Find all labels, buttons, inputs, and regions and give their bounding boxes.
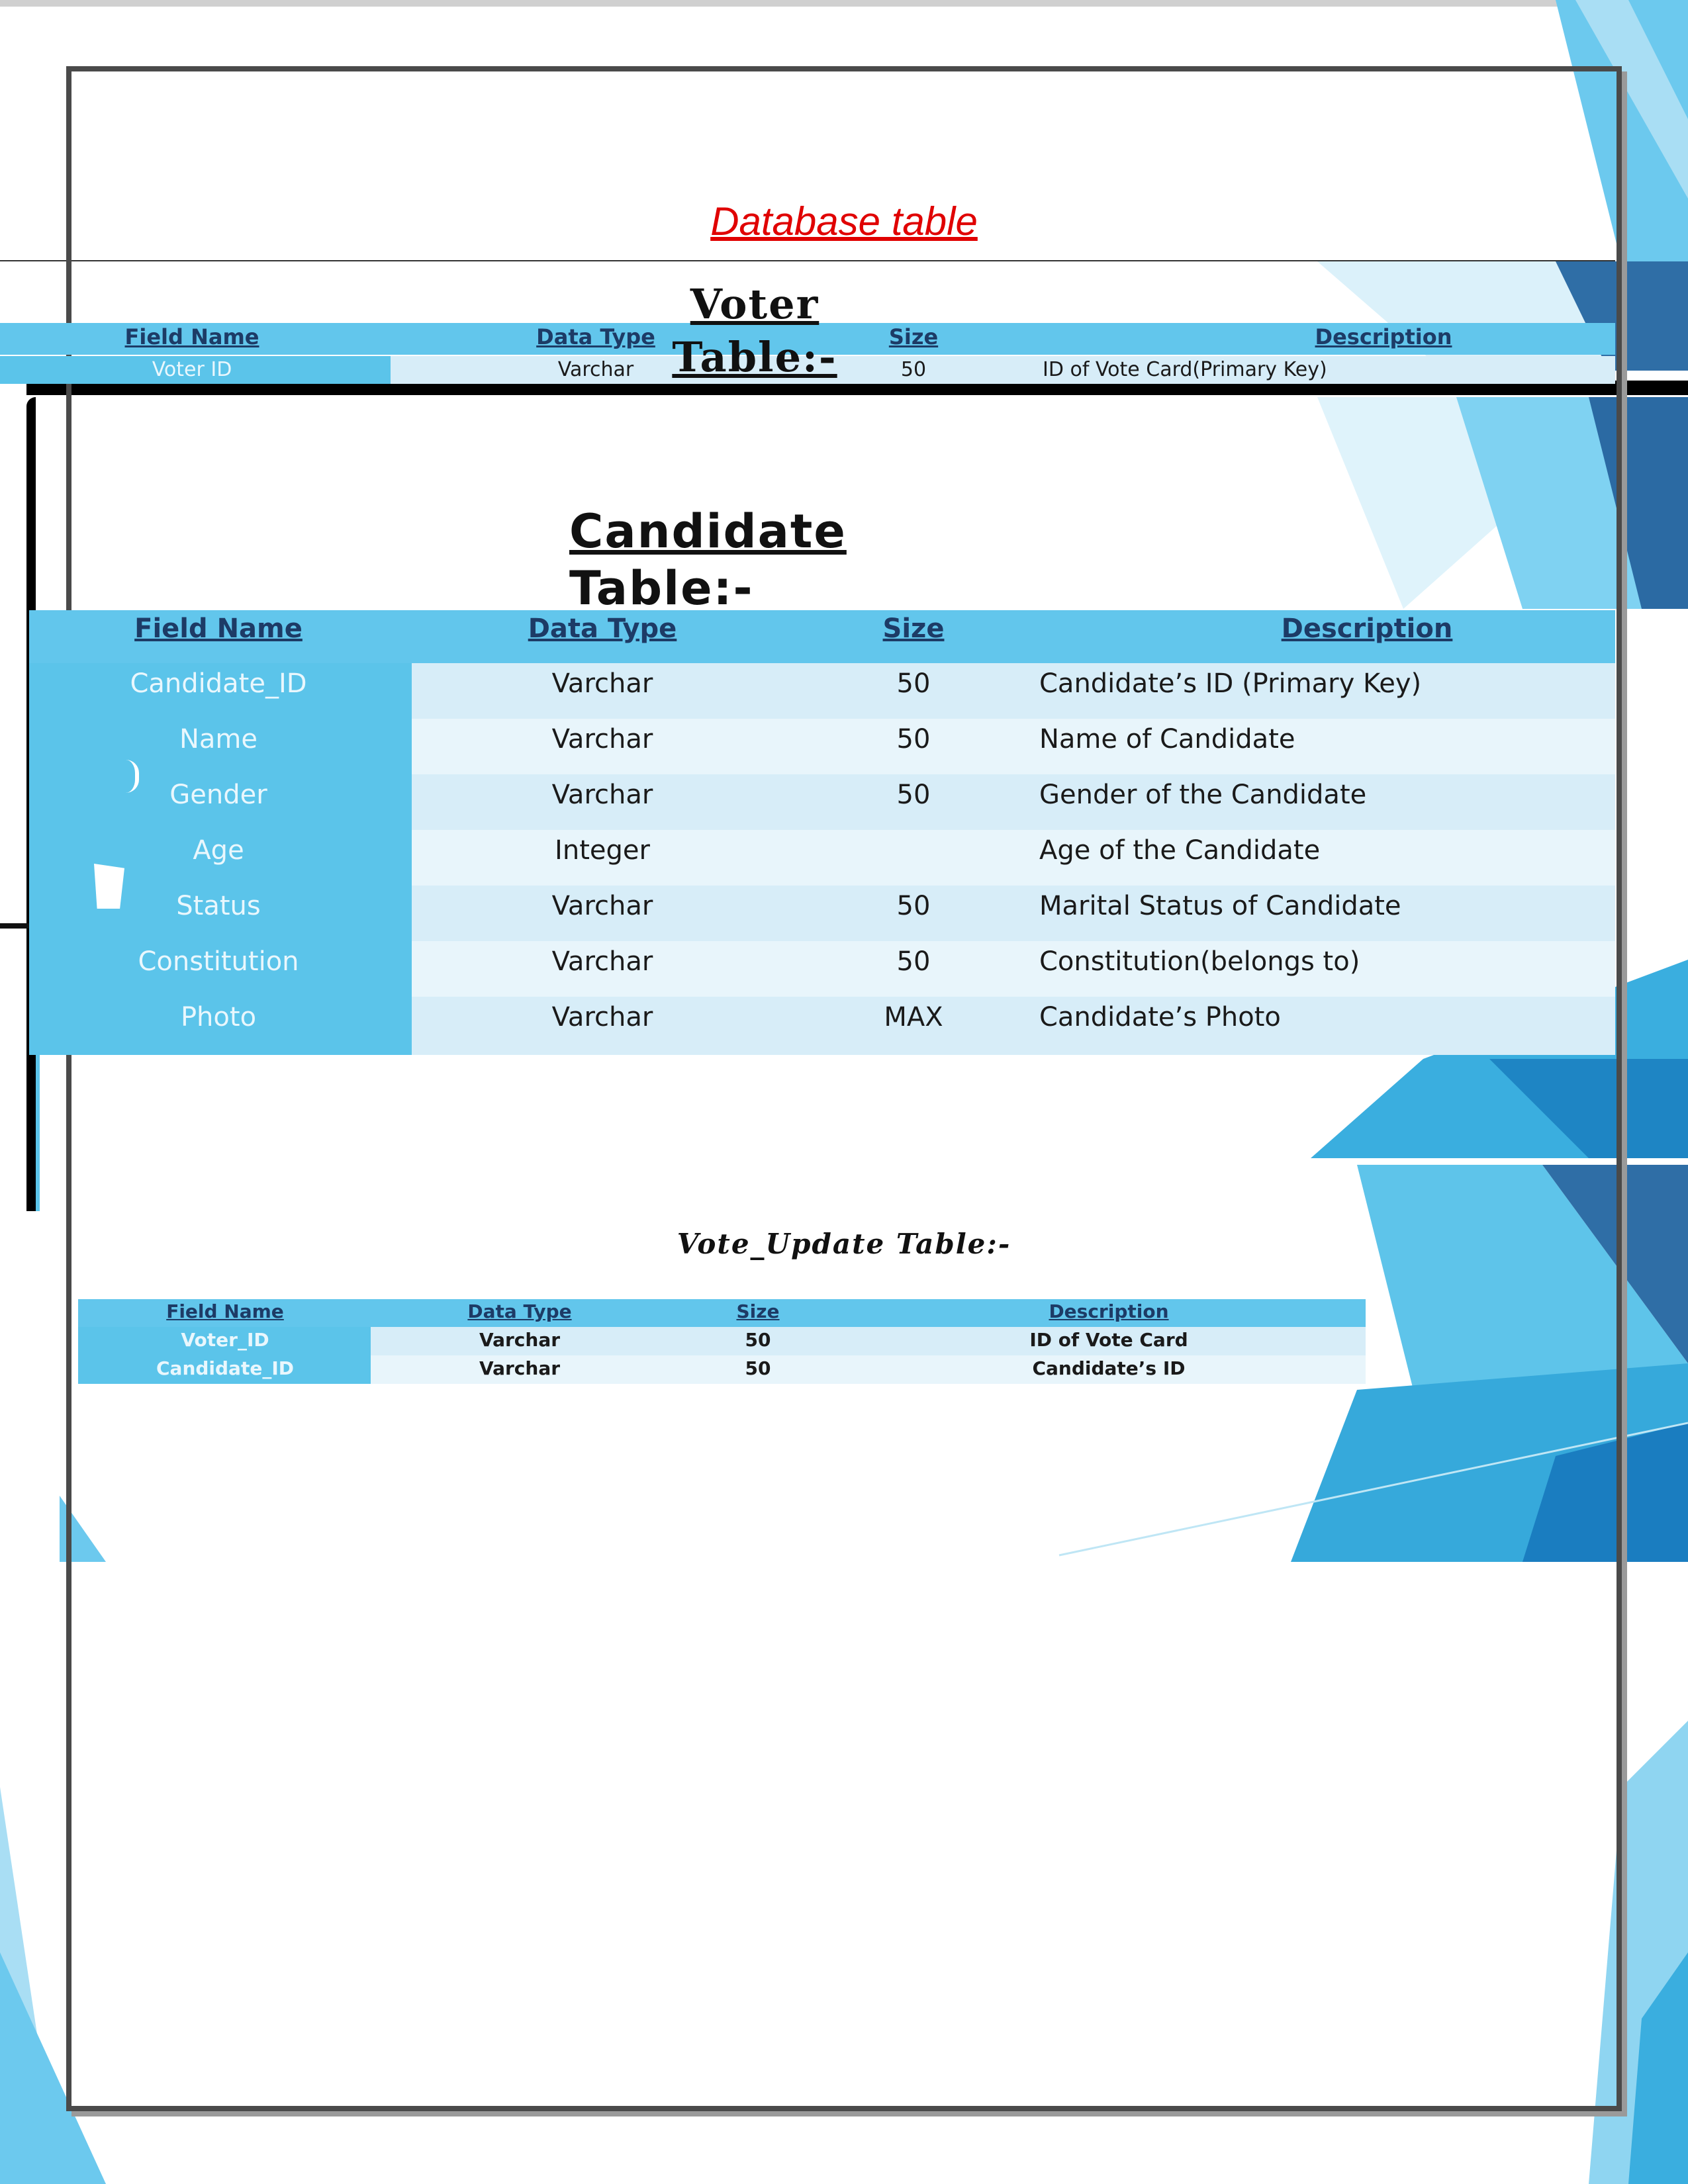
candidate-row-6-type: Varchar: [551, 946, 653, 977]
candidate-row-4-description: Age of the Candidate: [1039, 835, 1321, 866]
candidate-row-2-description: Name of Candidate: [1039, 724, 1295, 754]
decorative-cup-mark: [94, 864, 124, 909]
vote-update-table-title: Vote_Update Table:-: [677, 1228, 1011, 1260]
voter-title-line2: Table:-: [672, 333, 837, 381]
voter-row-description: ID of Vote Card(Primary Key): [1043, 358, 1327, 381]
vote-update-row-1-size: 50: [745, 1329, 771, 1351]
vote-update-header-data-type: Data Type: [467, 1300, 572, 1322]
candidate-row-2-type: Varchar: [551, 724, 653, 754]
candidate-row-1-type: Varchar: [551, 668, 653, 699]
vote-update-row-2-type: Varchar: [479, 1357, 561, 1379]
candidate-row-7-type: Varchar: [551, 1002, 653, 1032]
candidate-header-data-type: Data Type: [528, 614, 677, 644]
voter-header-size: Size: [888, 324, 939, 349]
vote-update-header-description: Description: [1049, 1300, 1169, 1322]
candidate-row-1-size: 50: [896, 668, 931, 699]
candidate-row-7-field: Photo: [180, 1002, 257, 1032]
candidate-row-5-type: Varchar: [551, 891, 653, 921]
candidate-header-size: Size: [882, 614, 945, 644]
candidate-row-2-size: 50: [896, 724, 931, 754]
voter-row-size: 50: [900, 358, 927, 381]
candidate-row-4-field: Age: [193, 835, 244, 866]
candidate-row-4-type: Integer: [555, 835, 650, 866]
vote-update-header-field-name: Field Name: [166, 1300, 284, 1322]
page-title: Database table: [710, 199, 978, 244]
candidate-row-7-description: Candidate’s Photo: [1039, 1002, 1281, 1032]
candidate-row-3-field: Gender: [169, 780, 267, 810]
voter-title-line1: Voter: [690, 280, 820, 328]
candidate-row-5-description: Marital Status of Candidate: [1039, 891, 1401, 921]
candidate-row-1-field: Candidate_ID: [130, 668, 307, 699]
candidate-table-title: [569, 503, 847, 617]
vote-update-header-size: Size: [736, 1300, 780, 1322]
candidate-row-1-description: Candidate’s ID (Primary Key): [1039, 668, 1422, 699]
vote-update-row-2-description: Candidate’s ID: [1032, 1357, 1186, 1379]
candidate-title-line1: Candidate: [569, 504, 847, 559]
candidate-row-6-field: Constitution: [138, 946, 299, 977]
vote-update-row-1-type: Varchar: [479, 1329, 561, 1351]
candidate-row-5-size: 50: [896, 891, 931, 921]
voter-header-description: Description: [1315, 324, 1452, 349]
candidate-header-description: Description: [1281, 614, 1453, 644]
vote-update-row-1-description: ID of Vote Card: [1029, 1329, 1188, 1351]
candidate-row-6-size: 50: [896, 946, 931, 977]
vote-update-row-2-size: 50: [745, 1357, 771, 1379]
candidate-row-6-description: Constitution(belongs to): [1039, 946, 1360, 977]
vote-update-row-2-field: Candidate_ID: [156, 1357, 294, 1379]
candidate-header-field-name: Field Name: [134, 614, 303, 644]
candidate-row-3-description: Gender of the Candidate: [1039, 780, 1367, 810]
voter-row-field: Voter ID: [152, 358, 232, 381]
voter-header-data-type: Data Type: [536, 324, 655, 349]
candidate-row-3-size: 50: [896, 780, 931, 810]
candidate-row-2-field: Name: [179, 724, 258, 754]
candidate-title-line2: Table:-: [569, 561, 754, 615]
voter-table-title: [635, 278, 874, 384]
vote-update-row-1-field: Voter_ID: [181, 1329, 269, 1351]
voter-row-type: Varchar: [557, 358, 634, 381]
candidate-row-3-type: Varchar: [551, 780, 653, 810]
candidate-row-7-size: MAX: [884, 1002, 943, 1032]
voter-header-field-name: Field Name: [124, 324, 259, 349]
candidate-row-5-field: Status: [176, 891, 261, 921]
